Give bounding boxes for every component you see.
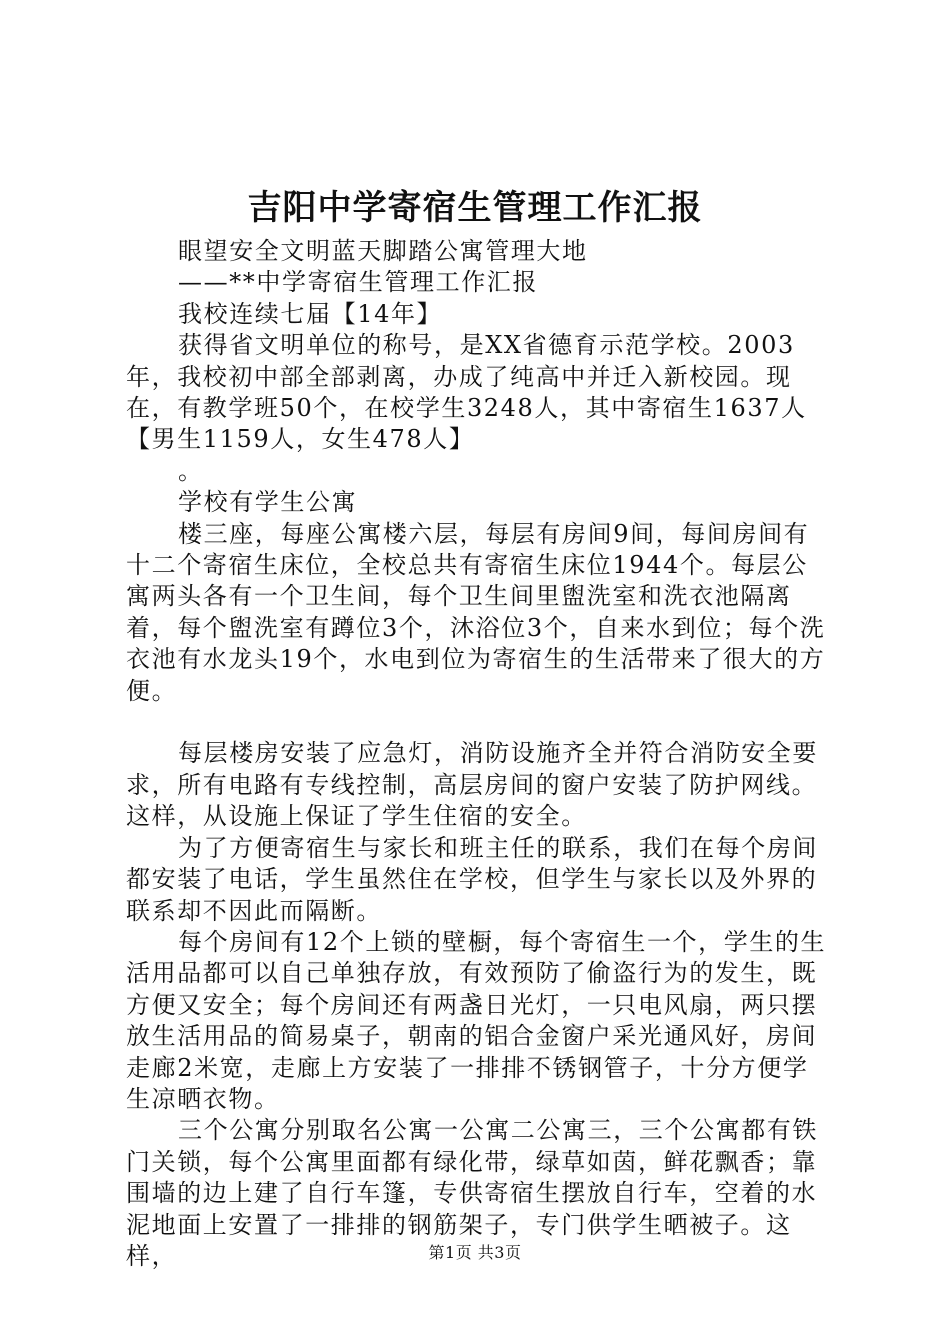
document-body	[126, 236, 832, 1272]
paragraph: 获得省文明单位的称号，是XX省德育示范学校。2003年，我校初中部全部剥离，办成了纯高中并迁入新校园。现在，有教学班50个，在校学生3248人，其中寄宿生1637人【男生1159人，女生478人】	[126, 331, 807, 454]
paragraph-subtitle: 眼望安全文明蓝天脚踏公寓管理大地	[178, 237, 588, 265]
document-title: 吉阳中学寄宿生管理工作汇报	[247, 188, 703, 228]
paragraph: 每个房间有12个上锁的壁橱，每个寄宿生一个，学生的生活用品都可以自己单独存放，有效预防了偷盗行为的发生，既方便又安全；每个房间还有两盏日光灯，一只电风扇，两只摆放生活用品的简易桌子，朝南的铝合金窗户采光通风好，房间走廊2米宽，走廊上方安装了一排排不锈钢管子，十分方便学生凉晒衣物。	[126, 927, 827, 1113]
paragraph: 。	[178, 456, 204, 485]
paragraph: 每层楼房安装了应急灯，消防设施齐全并符合消防安全要求，所有电路有专线控制，高层房间的窗户安装了防护网线。这样，从设施上保证了学生住宿的安全。	[126, 739, 818, 831]
paragraph: 三个公寓分别取名公寓一公寓二公寓三，三个公寓都有铁门关锁，每个公寓里面都有绿化带，绿草如茵，鲜花飘香；靠围墙的边上建了自行车篷，专供寄宿生摆放自行车，空着的水泥地面上安置了一排排的钢筋架子，专门供学生晒被子。这样，	[126, 1116, 818, 1270]
paragraph: 学校有学生公寓	[178, 488, 358, 517]
paragraph: 我校连续七届【14年】	[178, 299, 443, 328]
paragraph-subtitle-dash: ——**中学寄宿生管理工作汇报	[178, 268, 538, 297]
paragraph: 楼三座，每座公寓楼六层，每层有房间9间，每间房间有十二个寄宿生床位，全校总共有寄宿生床位1944个。每层公寓两头各有一个卫生间，每个卫生间里盥洗室和洗衣池隔离着，每个盥洗室有蹲位3个，沐浴位3个，自来水到位；每个洗衣池有水龙头19个，水电到位为寄宿生的生活带来了很大的方便。	[126, 519, 826, 705]
blank-line	[126, 707, 832, 738]
paragraph: 为了方便寄宿生与家长和班主任的联系，我们在每个房间都安装了电话，学生虽然住在学校，但学生与家长以及外界的联系却不因此而隔断。	[126, 833, 818, 925]
page-footer: 第1页 共3页	[428, 1243, 522, 1262]
